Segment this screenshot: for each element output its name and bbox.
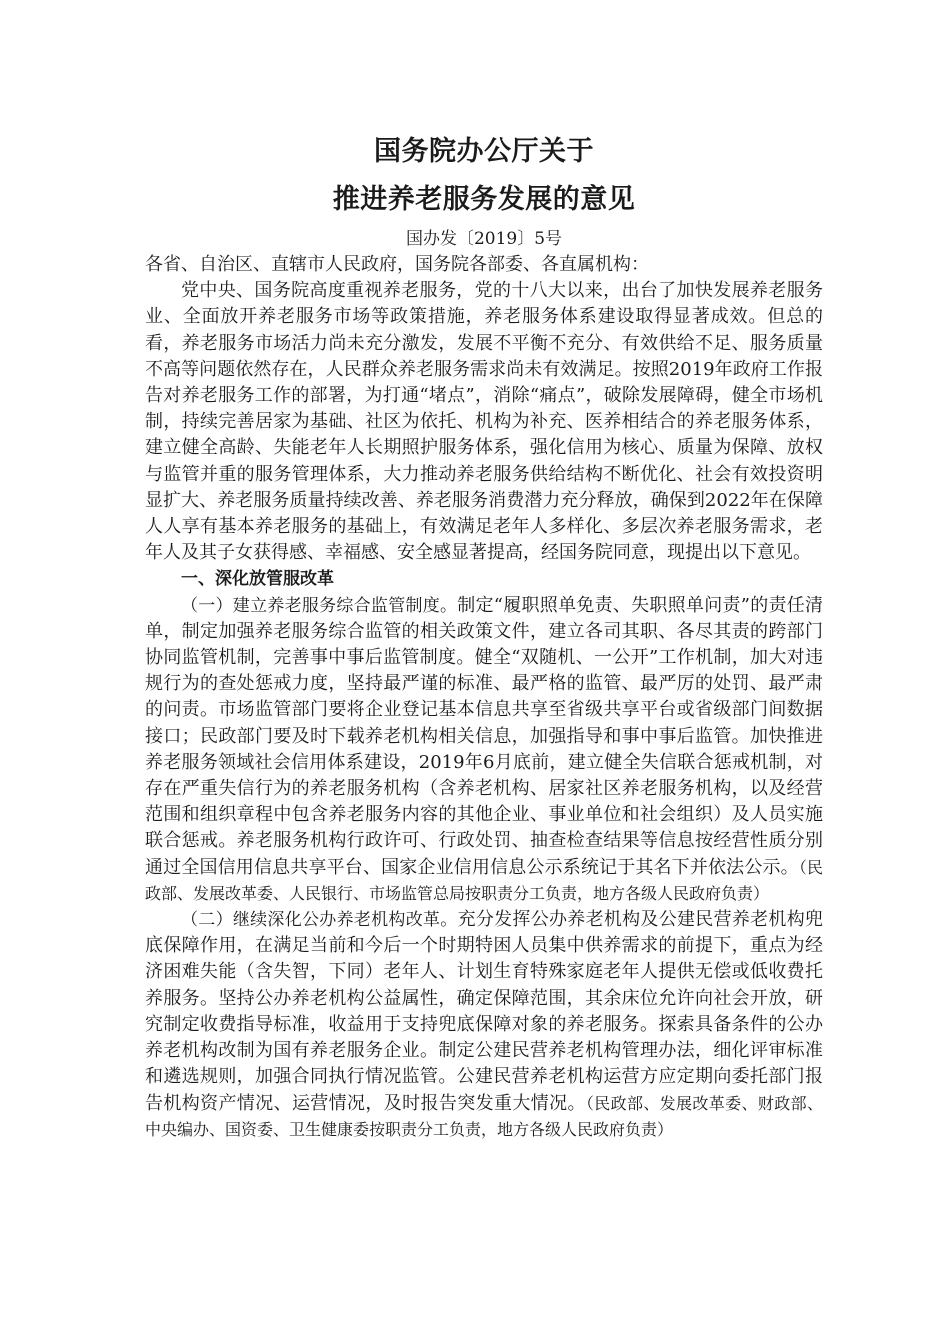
- item-1-title: （一）建立养老服务综合监管制度。: [181, 595, 458, 616]
- document-title-line2: 推进养老服务发展的意见: [332, 184, 636, 215]
- document-body: [145, 128, 823, 1143]
- addressee: 各省、自治区、直辖市人民政府，国务院各部委、各直属机构：: [145, 254, 649, 275]
- item-1-paragraph: [145, 593, 823, 907]
- item-2-body: 充分发挥公办养老机构及公建民营养老机构兜底保障作用，在满足当前和今后一个时期特困人员集中供养需求的前提下，重点为经济困难失能（含失智，下同）老年人、计划生育特殊家庭老年人提供无偿或低收费托养服务。坚持公办养老机构公益属性，确定保障范围，其余床位允许向社会开放，研究制定收费指导标准，收益用于支持兜底保障对象的养老服务。探索具备条件的公办养老机构改制为国有养老服务企业。制定公建民营养老机构管理办法，细化评审标准和遴选规则，加强合同执行情况监管。公建民营养老机构运营方应定期向委托部门报告机构资产情况、运营情况，及时报告突发重大情况。: [145, 909, 824, 1114]
- item-2-paragraph: [145, 907, 823, 1143]
- item-2-note: （民政部、发展改革委、财政部、中央编办、国资委、卫生健康委按职责分工负责，地方各级人民政府负责）: [145, 1093, 823, 1139]
- item-2-title: （二）继续深化公办养老机构改革。: [181, 910, 458, 931]
- document-title-line1: 国务院办公厅关于: [374, 136, 594, 167]
- intro-paragraph: 党中央、国务院高度重视养老服务，党的十八大以来，出台了加快发展养老服务业、全面放开养老服务市场等政策措施，养老服务体系建设取得显著成效。但总的看，养老服务市场活力尚未充分激发，发展不平衡不充分、有效供给不足、服务质量不高等问题依然存在，人民群众养老服务需求尚未有效满足。按照2019年政府工作报告对养老服务工作的部署，为打通“堵点”，消除“痛点”，破除发展障碍，健全市场机制，持续完善居家为基础、社区为依托、机构为补充、医养相结合的养老服务体系，建立健全高龄、失能老年人长期照护服务体系，强化信用为核心、质量为保障、放权与监管并重的服务管理体系，大力推动养老服务供给结构不断优化、社会有效投资明显扩大、养老服务质量持续改善、养老服务消费潜力充分释放，确保到2022年在保障人人享有基本养老服务的基础上，有效满足老年人多样化、多层次养老服务需求，老年人及其子女获得感、幸福感、安全感显著提高，经国务院同意，现提出以下意见。: [145, 280, 823, 564]
- item-1-body: 制定“履职照单免责、失职照单问责”的责任清单，制定加强养老服务综合监管的相关政策文件，建立各司其职、各尽其责的跨部门协同监管机制，完善事中事后监管制度。健全“双随机、一公开”工作机制，加大对违规行为的查处惩戒力度，坚持最严谨的标准、最严格的监管、最严厉的处罚、最严肃的问责。市场监管部门要将企业登记基本信息共享至省级共享平台或省级部门间数据接口；民政部门要及时下载养老机构相关信息，加强指导和事中事后监管。加快推进养老服务领域社会信用体系建设，2019年6月底前，建立健全失信联合惩戒机制，对存在严重失信行为的养老服务机构（含养老机构、居家社区养老服务机构，以及经营范围和组织章程中包含养老服务内容的其他企业、事业单位和社会组织）及人员实施联合惩戒。养老服务机构行政许可、行政处罚、抽查检查结果等信息按经营性质分别通过全国信用信息共享平台、国家企业信用信息公示系统记于其名下并依法公示。: [145, 594, 823, 878]
- section-heading-1: 一、深化放管服改革: [181, 569, 334, 590]
- item-1-note: （民政部、发展改革委、人民银行、市场监管总局按职责分工负责，地方各级人民政府负责）: [145, 857, 823, 903]
- document-number: 国办发〔2019〕5号: [405, 229, 563, 249]
